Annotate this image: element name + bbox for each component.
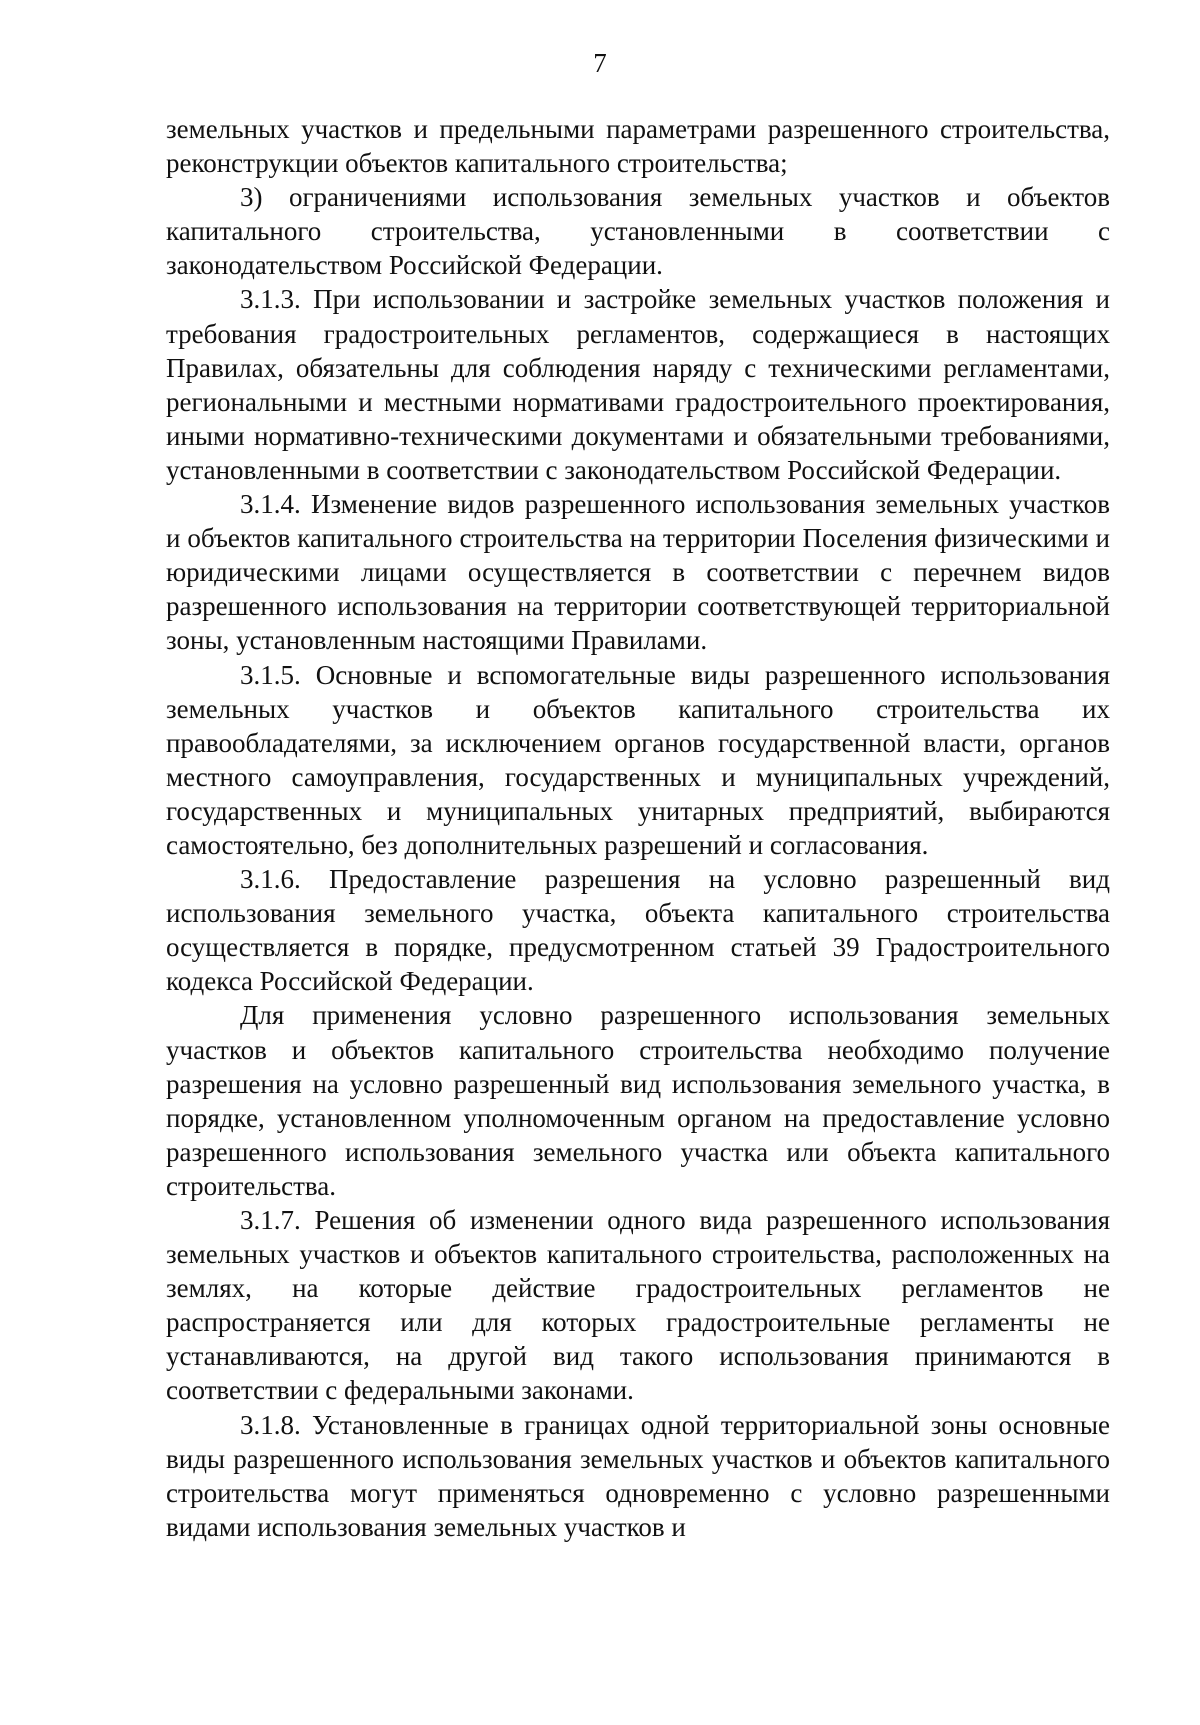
paragraph-3-1-6: 3.1.6. Предоставление разрешения на условно разрешенный вид использования земельного участка, объекта капитального строительства осуществляется в порядке, предусмотренном статьей 39 Градостроительного кодекса Российской Федерации. (166, 864, 1110, 997)
paragraph-3-1-8: 3.1.8. Установленные в границах одной территориальной зоны основные виды разрешенного использования земельных участков и объектов капитального строительства могут применяться одновременно с условно разрешенными видами использования земельных участков и (166, 1409, 1110, 1542)
document-body (166, 112, 1110, 1544)
paragraph-3-1-7: 3.1.7. Решения об изменении одного вида разрешенного использования земельных участков и объектов капитального строительства, расположенных на землях, на которые действие градостроительных регламентов не распространяется или для которых градостроительные регламенты не устанавливаются, на другой вид такого использования принимаются в соответствии с федеральными законами. (166, 1205, 1110, 1406)
paragraph-3-1-5: 3.1.5. Основные и вспомогательные виды разрешенного использования земельных участков и объектов капитального строительства их правообладателями, за исключением органов государственной власти, органов местного самоуправления, государственных и муниципальных учреждений, государственных и муниципальных унитарных предприятий, выбираются самостоятельно, без дополнительных разрешений и согласования. (166, 659, 1110, 860)
paragraph-conditional-use: Для применения условно разрешенного использования земельных участков и объектов капитального строительства необходимо получение разрешения на условно разрешенный вид использования земельного участка, в порядке, установленном уполномоченным органом на предоставление условно разрешенного использования земельного участка или объекта капитального строительства. (166, 1000, 1110, 1201)
paragraph-continuation: земельных участков и предельными параметрами разрешенного строительства, реконструкции объектов капитального строительства; (166, 114, 1110, 179)
paragraph-3-1-3: 3.1.3. При использовании и застройке земельных участков положения и требования градостроительных регламентов, содержащиеся в настоящих Правилах, обязательны для соблюдения наряду с техническими регламентами, региональными и местными нормативами градостроительного проектирования, иными нормативно-техническими документами и обязательными требованиями, установленными в соответствии с законодательством Российской Федерации. (166, 284, 1110, 485)
page-number: 7 (593, 48, 607, 78)
paragraph-3-1-4: 3.1.4. Изменение видов разрешенного использования земельных участков и объектов капитального строительства на территории Поселения физическими и юридическими лицами осуществляется в соответствии с перечнем видов разрешенного использования на территории соответствующей территориальной зоны, установленным настоящими Правилами. (166, 489, 1110, 656)
paragraph-item-3: 3) ограничениями использования земельных участков и объектов капитального строительства, установленными в соответствии с законодательством Российской Федерации. (166, 182, 1110, 281)
